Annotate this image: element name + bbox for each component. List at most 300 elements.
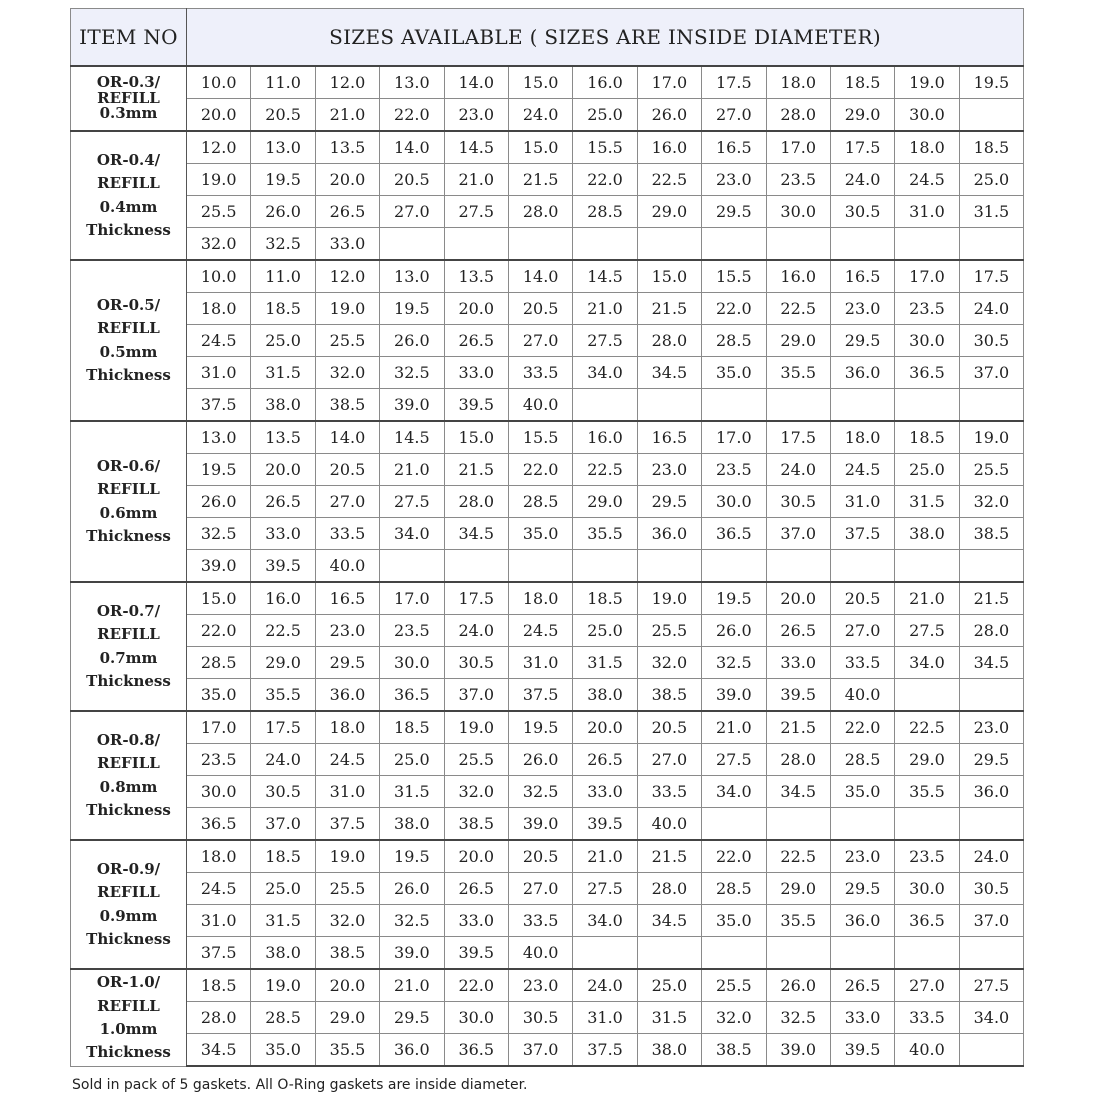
size-cell: 13.0 [380, 260, 444, 293]
size-cell: 20.5 [380, 164, 444, 196]
size-cell: 25.5 [315, 325, 379, 357]
item-label-line: REFILL [97, 625, 160, 644]
size-cell: 21.0 [702, 711, 766, 744]
size-cell: 36.5 [895, 357, 959, 389]
size-cell: 24.0 [830, 164, 894, 196]
size-cell: 34.5 [766, 776, 830, 808]
size-cell: 30.0 [380, 647, 444, 679]
size-cell: 37.5 [187, 389, 251, 422]
size-cell: 21.5 [637, 840, 701, 873]
size-cell: 35.0 [702, 905, 766, 937]
size-cell: 33.0 [830, 1002, 894, 1034]
size-cell: 19.0 [637, 582, 701, 615]
size-cell: 26.5 [444, 325, 508, 357]
size-cell: 27.0 [895, 969, 959, 1002]
size-cell: 27.0 [702, 99, 766, 132]
size-cell: 22.5 [251, 615, 315, 647]
size-cell: 35.5 [251, 679, 315, 712]
size-cell: 29.5 [830, 873, 894, 905]
size-cell: 31.0 [315, 776, 379, 808]
size-cell: 27.5 [959, 969, 1023, 1002]
size-cell: 40.0 [508, 937, 572, 970]
size-cell: 28.0 [959, 615, 1023, 647]
size-cell [573, 937, 637, 970]
footnote: Sold in pack of 5 gaskets. All O-Ring gaskets are inside diameter. [72, 1077, 528, 1093]
size-cell: 31.0 [187, 905, 251, 937]
size-cell: 19.0 [959, 421, 1023, 454]
size-cell: 22.0 [702, 840, 766, 873]
size-cell: 25.5 [959, 454, 1023, 486]
size-cell: 35.5 [766, 905, 830, 937]
size-cell: 25.0 [959, 164, 1023, 196]
size-cell: 23.5 [766, 164, 830, 196]
size-cell: 23.0 [508, 969, 572, 1002]
size-cell: 32.5 [251, 228, 315, 261]
size-cell [380, 228, 444, 261]
size-cell: 32.0 [637, 647, 701, 679]
size-cell: 22.0 [702, 293, 766, 325]
size-cell: 33.0 [444, 357, 508, 389]
item-label-line: REFILL [97, 319, 160, 338]
size-cell [959, 99, 1023, 132]
size-cell: 22.0 [380, 99, 444, 132]
size-cell: 21.0 [380, 969, 444, 1002]
size-cell: 37.0 [959, 357, 1023, 389]
size-cell: 10.0 [187, 260, 251, 293]
size-cell: 38.5 [315, 389, 379, 422]
size-cell: 35.0 [187, 679, 251, 712]
size-cell: 36.0 [830, 905, 894, 937]
size-cell: 38.5 [637, 679, 701, 712]
size-cell [959, 550, 1023, 583]
size-cell: 19.5 [380, 840, 444, 873]
size-cell: 39.0 [766, 1034, 830, 1067]
size-cell: 17.0 [637, 66, 701, 99]
size-cell: 32.0 [315, 905, 379, 937]
size-cell: 11.0 [251, 260, 315, 293]
item-label-line: REFILL [97, 754, 160, 773]
size-cell [573, 550, 637, 583]
size-cell: 14.0 [380, 131, 444, 164]
size-cell: 30.0 [895, 873, 959, 905]
size-cell: 26.0 [702, 615, 766, 647]
size-cell: 33.0 [573, 776, 637, 808]
size-cell: 30.0 [702, 486, 766, 518]
size-cell: 30.5 [766, 486, 830, 518]
size-cell: 13.5 [251, 421, 315, 454]
size-cell: 38.0 [380, 808, 444, 841]
size-cell: 17.5 [959, 260, 1023, 293]
size-cell: 22.5 [766, 293, 830, 325]
size-cell [895, 389, 959, 422]
size-cell [895, 937, 959, 970]
item-label [71, 840, 187, 969]
size-cell: 13.0 [380, 66, 444, 99]
size-cell: 38.5 [444, 808, 508, 841]
size-cell [766, 550, 830, 583]
size-cell: 16.0 [251, 582, 315, 615]
size-cell: 23.5 [380, 615, 444, 647]
size-cell: 26.0 [380, 873, 444, 905]
size-cell: 28.0 [508, 196, 572, 228]
size-row [71, 325, 1024, 357]
size-cell: 37.0 [508, 1034, 572, 1067]
size-row [71, 840, 1024, 873]
size-cell: 33.0 [444, 905, 508, 937]
size-cell: 35.5 [895, 776, 959, 808]
size-cell: 37.5 [830, 518, 894, 550]
item-label-line: Thickness [86, 220, 171, 239]
size-cell: 40.0 [637, 808, 701, 841]
header-row [71, 9, 1024, 67]
size-cell: 21.5 [508, 164, 572, 196]
size-cell: 12.0 [315, 66, 379, 99]
size-cell: 35.5 [315, 1034, 379, 1067]
size-cell: 20.5 [637, 711, 701, 744]
size-cell: 20.5 [508, 293, 572, 325]
size-cell: 17.0 [766, 131, 830, 164]
size-cell: 22.0 [573, 164, 637, 196]
size-cell: 24.0 [251, 744, 315, 776]
size-cell: 19.0 [187, 164, 251, 196]
size-cell: 32.0 [187, 228, 251, 261]
size-cell: 36.5 [187, 808, 251, 841]
size-cell: 15.0 [508, 66, 572, 99]
size-cell: 24.5 [895, 164, 959, 196]
size-cell: 33.5 [895, 1002, 959, 1034]
size-cell: 27.0 [508, 873, 572, 905]
item-label-line: OR-0.3/ [96, 72, 161, 91]
size-cell: 14.5 [380, 421, 444, 454]
size-cell: 31.5 [251, 905, 315, 937]
size-cell: 37.5 [508, 679, 572, 712]
item-label-line: 0.3mm [99, 104, 158, 123]
size-cell [766, 228, 830, 261]
size-cell [830, 550, 894, 583]
size-row [71, 486, 1024, 518]
size-cell: 33.5 [315, 518, 379, 550]
size-cell [766, 389, 830, 422]
size-cell: 30.5 [959, 325, 1023, 357]
size-row [71, 196, 1024, 228]
size-row [71, 776, 1024, 808]
size-cell: 19.5 [380, 293, 444, 325]
size-cell: 33.5 [508, 357, 572, 389]
size-cell: 39.0 [508, 808, 572, 841]
size-cell: 36.0 [959, 776, 1023, 808]
size-cell: 28.0 [187, 1002, 251, 1034]
size-cell: 21.0 [380, 454, 444, 486]
size-cell: 37.0 [444, 679, 508, 712]
size-cell: 34.0 [895, 647, 959, 679]
size-cell: 36.0 [315, 679, 379, 712]
size-cell: 23.5 [702, 454, 766, 486]
size-cell: 12.0 [187, 131, 251, 164]
size-row [71, 421, 1024, 454]
size-cell [766, 808, 830, 841]
size-cell: 21.0 [573, 840, 637, 873]
size-cell [959, 389, 1023, 422]
size-cell: 24.0 [573, 969, 637, 1002]
size-cell: 34.5 [637, 905, 701, 937]
size-cell: 21.0 [895, 582, 959, 615]
size-cell: 18.0 [830, 421, 894, 454]
size-cell: 15.0 [508, 131, 572, 164]
size-cell: 37.0 [251, 808, 315, 841]
item-label-line: OR-0.8/ [96, 731, 161, 749]
size-cell: 37.0 [959, 905, 1023, 937]
size-cell: 37.5 [187, 937, 251, 970]
size-cell: 27.0 [315, 486, 379, 518]
size-cell: 23.0 [444, 99, 508, 132]
size-cell: 25.0 [380, 744, 444, 776]
size-row [71, 550, 1024, 583]
size-cell: 19.0 [251, 969, 315, 1002]
size-cell: 21.0 [444, 164, 508, 196]
size-cell: 39.5 [830, 1034, 894, 1067]
size-row [71, 66, 1024, 99]
size-cell: 24.5 [187, 873, 251, 905]
size-cell: 27.5 [380, 486, 444, 518]
item-label-line: 0.8mm [99, 777, 158, 796]
size-cell: 30.0 [895, 325, 959, 357]
size-cell: 30.0 [766, 196, 830, 228]
size-cell: 35.0 [830, 776, 894, 808]
size-cell: 26.5 [251, 486, 315, 518]
size-cell: 22.0 [444, 969, 508, 1002]
size-cell: 16.5 [637, 421, 701, 454]
size-cell [637, 228, 701, 261]
size-cell: 17.5 [444, 582, 508, 615]
item-label-line: 0.4mm [99, 197, 158, 216]
size-cell: 31.5 [380, 776, 444, 808]
size-cell: 24.0 [766, 454, 830, 486]
size-cell: 16.0 [573, 66, 637, 99]
size-cell: 31.0 [508, 647, 572, 679]
size-cell: 18.0 [187, 293, 251, 325]
size-cell [637, 937, 701, 970]
size-cell [959, 937, 1023, 970]
size-cell: 30.5 [251, 776, 315, 808]
size-cell: 34.0 [573, 905, 637, 937]
size-cell: 15.0 [444, 421, 508, 454]
size-cell [444, 228, 508, 261]
size-cell: 18.0 [187, 840, 251, 873]
size-cell: 14.0 [508, 260, 572, 293]
item-label-line: OR-0.7/ [96, 602, 161, 620]
size-cell: 31.0 [187, 357, 251, 389]
size-cell: 17.0 [895, 260, 959, 293]
size-row [71, 389, 1024, 422]
item-label [71, 260, 187, 421]
size-row [71, 357, 1024, 389]
size-cell: 22.0 [508, 454, 572, 486]
size-cell: 40.0 [830, 679, 894, 712]
size-cell: 21.5 [959, 582, 1023, 615]
size-cell: 17.0 [702, 421, 766, 454]
size-cell: 18.0 [895, 131, 959, 164]
item-label-line: Thickness [86, 800, 171, 819]
item-label-line: OR-0.5/ [96, 296, 161, 314]
item-label [71, 969, 187, 1066]
size-row [71, 905, 1024, 937]
item-label-line: REFILL [97, 883, 160, 902]
size-cell: 22.5 [766, 840, 830, 873]
size-cell: 28.0 [637, 325, 701, 357]
size-cell [830, 389, 894, 422]
size-cell: 39.0 [380, 937, 444, 970]
size-cell: 16.0 [637, 131, 701, 164]
size-cell: 19.5 [251, 164, 315, 196]
size-cell: 16.5 [315, 582, 379, 615]
size-cell: 25.0 [573, 99, 637, 132]
size-cell: 28.0 [637, 873, 701, 905]
size-cell: 17.5 [830, 131, 894, 164]
size-cell [830, 937, 894, 970]
size-cell: 28.0 [444, 486, 508, 518]
size-cell: 18.5 [895, 421, 959, 454]
item-label-line: 1.0mm [99, 1019, 158, 1038]
size-cell: 38.0 [895, 518, 959, 550]
size-cell: 25.0 [895, 454, 959, 486]
size-cell: 26.0 [637, 99, 701, 132]
size-cell: 33.0 [315, 228, 379, 261]
size-cell: 30.0 [895, 99, 959, 132]
item-label-line: Thickness [86, 365, 171, 384]
size-cell: 28.5 [508, 486, 572, 518]
size-cell: 39.5 [444, 937, 508, 970]
size-cell: 36.5 [895, 905, 959, 937]
size-cell: 29.5 [959, 744, 1023, 776]
size-cell: 33.5 [637, 776, 701, 808]
size-cell: 14.0 [444, 66, 508, 99]
size-row [71, 518, 1024, 550]
size-cell: 27.5 [444, 196, 508, 228]
size-cell: 25.5 [315, 873, 379, 905]
size-cell: 16.0 [573, 421, 637, 454]
size-cell: 32.5 [508, 776, 572, 808]
size-cell: 29.0 [315, 1002, 379, 1034]
size-cell [637, 389, 701, 422]
size-cell: 24.0 [508, 99, 572, 132]
size-cell: 29.0 [830, 99, 894, 132]
size-cell: 18.5 [251, 840, 315, 873]
size-cell: 21.5 [444, 454, 508, 486]
size-cell: 17.5 [702, 66, 766, 99]
size-cell: 32.5 [766, 1002, 830, 1034]
size-cell: 15.0 [187, 582, 251, 615]
size-row [71, 260, 1024, 293]
size-cell: 21.5 [766, 711, 830, 744]
size-cell: 22.5 [637, 164, 701, 196]
size-cell: 38.5 [702, 1034, 766, 1067]
size-cell [380, 550, 444, 583]
size-cell: 14.5 [444, 131, 508, 164]
size-cell [959, 808, 1023, 841]
size-row [71, 164, 1024, 196]
size-row [71, 293, 1024, 325]
size-cell: 26.0 [380, 325, 444, 357]
size-cell: 26.5 [444, 873, 508, 905]
size-row [71, 808, 1024, 841]
size-cell: 29.5 [380, 1002, 444, 1034]
size-cell: 35.0 [508, 518, 572, 550]
size-cell: 24.5 [508, 615, 572, 647]
item-label [71, 421, 187, 582]
size-cell [959, 228, 1023, 261]
size-cell: 34.0 [702, 776, 766, 808]
size-cell: 12.0 [315, 260, 379, 293]
size-cell: 19.0 [315, 293, 379, 325]
size-cell: 13.5 [315, 131, 379, 164]
size-cell [702, 389, 766, 422]
size-cell: 29.0 [766, 873, 830, 905]
size-cell: 17.0 [187, 711, 251, 744]
size-cell [444, 550, 508, 583]
size-cell: 13.0 [187, 421, 251, 454]
size-cell: 25.5 [444, 744, 508, 776]
item-label [71, 582, 187, 711]
size-cell: 20.0 [766, 582, 830, 615]
size-cell: 20.0 [573, 711, 637, 744]
size-cell: 27.5 [702, 744, 766, 776]
size-row [71, 679, 1024, 712]
size-cell: 31.0 [830, 486, 894, 518]
size-cell: 36.0 [380, 1034, 444, 1067]
item-label-line: OR-0.6/ [96, 457, 161, 475]
size-cell: 28.5 [573, 196, 637, 228]
size-cell: 17.0 [380, 582, 444, 615]
size-cell: 32.0 [702, 1002, 766, 1034]
item-label-line: REFILL [97, 88, 160, 107]
size-cell [830, 808, 894, 841]
item-no-header: ITEM NO [71, 9, 187, 67]
size-cell: 19.0 [315, 840, 379, 873]
size-cell: 28.0 [766, 744, 830, 776]
size-row [71, 454, 1024, 486]
size-cell: 32.0 [444, 776, 508, 808]
size-cell: 37.5 [573, 1034, 637, 1067]
size-cell: 23.5 [895, 293, 959, 325]
size-cell: 30.0 [444, 1002, 508, 1034]
size-cell: 18.5 [830, 66, 894, 99]
size-cell: 27.5 [573, 873, 637, 905]
size-cell: 28.5 [830, 744, 894, 776]
size-cell: 28.5 [702, 873, 766, 905]
size-cell: 23.5 [187, 744, 251, 776]
size-row [71, 1034, 1024, 1067]
size-cell: 11.0 [251, 66, 315, 99]
size-cell: 35.5 [766, 357, 830, 389]
size-cell: 28.5 [702, 325, 766, 357]
size-cell: 29.0 [573, 486, 637, 518]
size-cell: 19.5 [187, 454, 251, 486]
size-cell [508, 228, 572, 261]
size-cell: 34.5 [637, 357, 701, 389]
size-cell: 32.5 [380, 905, 444, 937]
size-cell: 34.5 [959, 647, 1023, 679]
item-label-line: REFILL [97, 996, 160, 1015]
size-cell [702, 937, 766, 970]
size-cell: 32.5 [187, 518, 251, 550]
size-cell: 38.0 [251, 937, 315, 970]
size-cell: 20.0 [444, 840, 508, 873]
size-cell [702, 228, 766, 261]
size-cell: 32.0 [315, 357, 379, 389]
item-label-line: OR-0.4/ [96, 151, 161, 169]
size-cell: 16.5 [702, 131, 766, 164]
size-cell: 23.0 [637, 454, 701, 486]
